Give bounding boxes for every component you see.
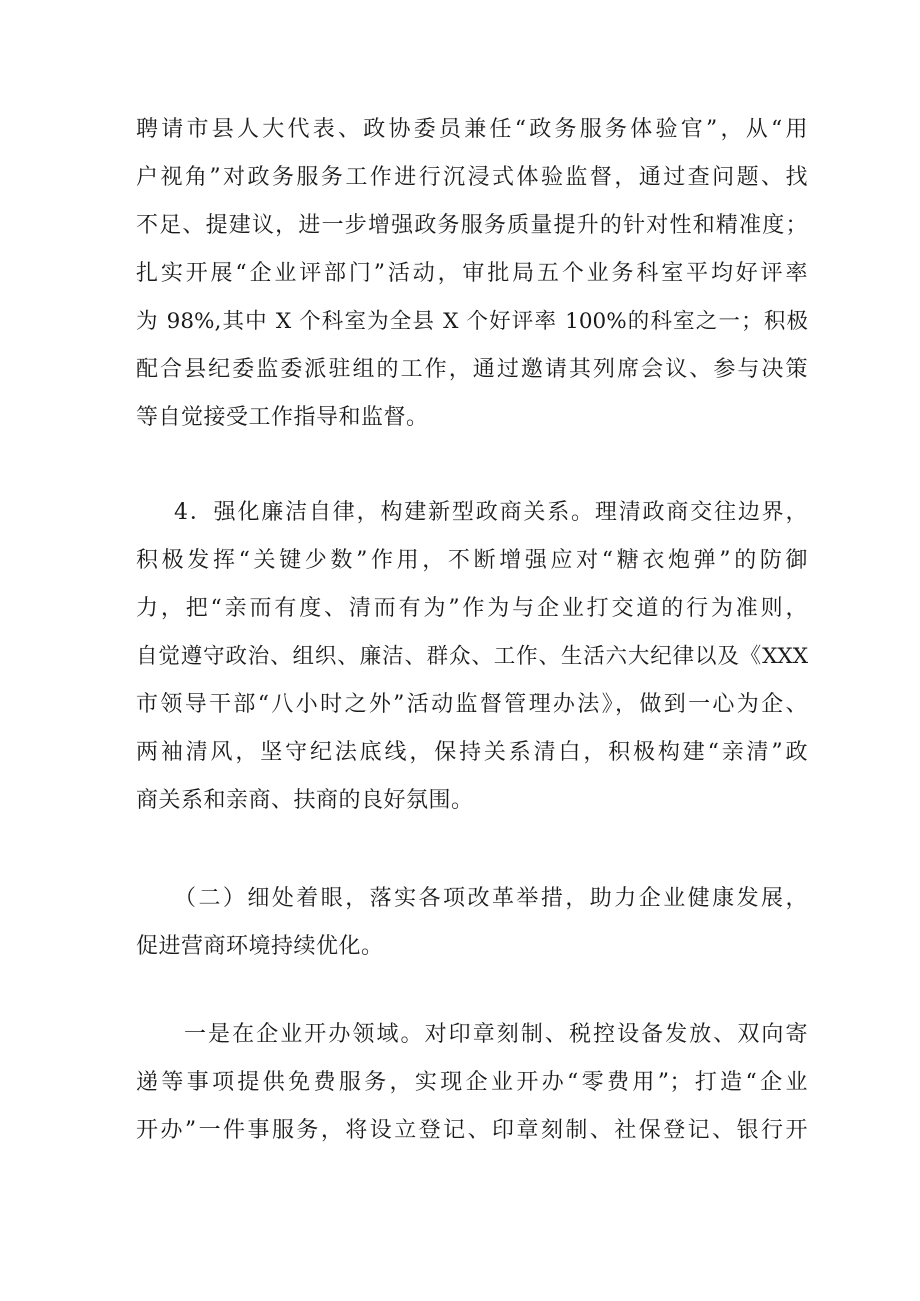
text-line: 为 98%,其中 X 个科室为全县 X 个好评率 100%的科室之一；积极 xyxy=(136,309,808,334)
text-line: 一是在企业开办领域。对印章刻制、税控设备发放、双向寄 xyxy=(184,1022,808,1047)
text-line: 等自觉接受工作指导和监督。 xyxy=(136,405,429,430)
text-line: 积极发挥“关键少数”作用，不断增强应对“糖衣炮弹”的防御 xyxy=(136,548,808,573)
text-line: （二）细处着眼，落实各项改革举措，助力企业健康发展， xyxy=(174,886,808,911)
text-line: 配合县纪委监委派驻组的工作，通过邀请其列席会议、参与决策 xyxy=(136,357,808,382)
section-heading-two xyxy=(136,875,808,971)
text-line: 聘请市县人大代表、政协委员兼任“政务服务体验官”，从“用 xyxy=(136,117,808,142)
text-line: 商关系和亲商、扶商的良好氛围。 xyxy=(136,788,474,813)
text-line: 递等事项提供免费服务，实现企业开办“零费用”；打造“企业 xyxy=(136,1070,808,1095)
text-line: 自觉遵守政治、组织、廉洁、群众、工作、生活六大纪律以及《XXX xyxy=(136,644,808,669)
text-line: 户视角”对政务服务工作进行沉浸式体验监督，通过查问题、找 xyxy=(136,165,808,190)
paragraph-integrity xyxy=(136,489,808,825)
text-line: 开办”一件事服务，将设立登记、印章刻制、社保登记、银行开 xyxy=(136,1118,808,1143)
paragraph-experience-officer xyxy=(136,106,808,442)
paragraph-enterprise-opening xyxy=(136,1011,808,1155)
text-line: 市领导干部“八小时之外”活动监督管理办法》，做到一心为企、 xyxy=(136,692,808,717)
text-line: 力，把“亲而有度、清而有为”作为与企业打交道的行为准则， xyxy=(136,596,808,621)
text-line: 扎实开展“企业评部门”活动，审批局五个业务科室平均好评率 xyxy=(136,261,808,286)
text-line: 促进营商环境持续优化。 xyxy=(136,934,384,959)
text-line: 不足、提建议，进一步增强政务服务质量提升的针对性和精准度； xyxy=(136,213,808,238)
text-line: 两袖清风，坚守纪法底线，保持关系清白，积极构建“亲清”政 xyxy=(136,740,808,765)
text-line: 4．强化廉洁自律，构建新型政商关系。理清政商交往边界， xyxy=(174,500,808,525)
